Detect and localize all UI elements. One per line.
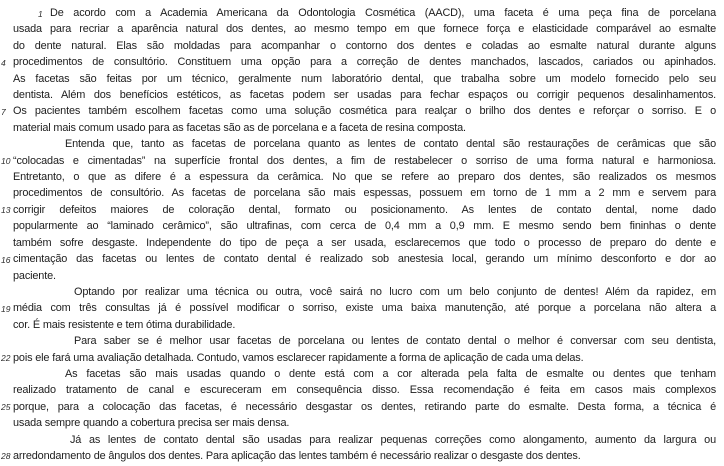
text-line: [13, 415, 716, 431]
line-number: 19: [1, 303, 11, 314]
line-text: paciente.: [13, 269, 56, 282]
line-text: material mais comum usado para as facetas são as de porcelana e a faceta de resina composta.: [13, 121, 466, 134]
text-line: [13, 218, 716, 234]
text-line: [13, 284, 716, 300]
text-line: [1, 448, 716, 464]
text-line: [13, 268, 716, 284]
text-line: [13, 136, 716, 152]
text-line: [13, 38, 716, 54]
text-line: [1, 251, 716, 267]
text-line: [13, 21, 716, 37]
line-text: média com três consultas já é possível modificar o sorriso, existe uma baixa manutenção, até porque a porcelana não altera a: [13, 302, 716, 315]
text-line: [13, 120, 716, 136]
line-number: 4: [1, 57, 6, 68]
text-line: [1, 54, 716, 70]
text-line: [13, 87, 716, 103]
text-line: [13, 366, 716, 382]
line-text: Entretanto, o que as difere é a espessura da cerâmica. No que se refere ao preparo dos dentes, são realizados os mesmos: [13, 171, 716, 184]
line-text: De acordo com a Academia Americana da Odontologia Cosmética (AACD), uma faceta é uma peça fina de porcelana: [50, 7, 716, 19]
text-line: [1, 399, 716, 415]
text-line: [13, 5, 716, 21]
line-text: pois ele fará uma avaliação detalhada. Contudo, vamos esclarecer rapidamente a forma de aplicação de cada uma delas.: [13, 351, 584, 364]
line-text: procedimentos de consultório. Constituem uma opção para a correção de dentes manchados, lascados, cariados ou apinhados.: [13, 56, 716, 69]
text-line: [13, 235, 716, 251]
line-text: As facetas são feitas por um técnico, geralmente num laboratório dental, que trabalha sobre um modelo fornecido pelo seu: [13, 72, 716, 85]
line-text: popularmente ao “laminado cerâmico”, são ultrafinas, com cerca de 0,4 mm a 0,9 mm. E mesmo sendo bem fininhas o dente: [13, 220, 716, 233]
line-text: corrigir defeitos maiores de coloração dental, formato ou posicionamento. As lentes de contato dental, nome dado: [13, 203, 716, 216]
line-number: 22: [1, 353, 11, 364]
line-text: “colocadas e cimentadas” na superfície frontal dos dentes, a fim de restabelecer o sorriso de uma forma natural e harmoniosa.: [13, 154, 716, 167]
line-text: do dente natural. Elas são moldadas para acompanhar o contorno dos dentes e coladas ao esmalte natural durante alguns: [13, 39, 716, 52]
line-text: Optando por realizar uma técnica ou outra, você sairá no lucro com um belo conjunto de dentes! Além da rapidez, em: [74, 285, 716, 298]
line-text: Os pacientes também escolhem facetas como uma solução cosmética para realçar o brilho dos dentes e reforçar o sorriso. E o: [13, 105, 716, 118]
text-line: [1, 103, 716, 119]
text-line: [1, 153, 716, 169]
line-number: 13: [1, 205, 11, 216]
line-text: As facetas são mais usadas quando o dente está com a cor alterada pela falta de esmalte ou dentes que tenham: [65, 367, 716, 380]
text-line: [13, 71, 716, 87]
line-text: dentista. Além dos benefícios estéticos, as facetas podem ser usadas para fechar espaços ou corrigir pequenos desalinhamentos.: [13, 89, 716, 102]
text-line: [13, 185, 716, 201]
line-number: 10: [1, 156, 11, 167]
line-text: Já as lentes de contato dental são usadas para realizar pequenas correções como alongamento, aumento da largura ou: [70, 433, 716, 446]
line-number: 25: [1, 402, 11, 413]
line-text: usada para recriar a aparência natural dos dentes, ao mesmo tempo em que fornece força e elasticidade comparável ao esmalte: [13, 23, 716, 36]
text-line: [1, 202, 716, 218]
line-text: usada sempre quando a cobertura precisa ser mais densa.: [13, 417, 290, 430]
line-text: porque, para a colocação das facetas, é necessário desgastar os dentes, retirando parte do esmalte. Desta forma, a técnica é: [13, 400, 716, 413]
line-text: Entenda que, tanto as facetas de porcelana quanto as lentes de contato dental são restaurações de cerâmicas que são: [65, 138, 716, 151]
line-text: também sofre desgaste. Independente do tipo de peça a ser usada, esclarecemos que todo o processo de preparo do dente e: [13, 236, 716, 249]
line-text: cor. É mais resistente e tem ótima durabilidade.: [13, 318, 236, 331]
line-number: 1: [38, 8, 43, 19]
text-line: [13, 382, 716, 398]
text-line: [13, 432, 716, 448]
line-number: 28: [1, 451, 11, 462]
line-number: 7: [1, 106, 6, 117]
line-text: cimentação das facetas ou lentes de contato dental é realizado sob anestesia local, gerando um mínimo desconforto e dor ao: [13, 253, 716, 266]
text-line: [1, 300, 716, 316]
line-text: realizado tratamento de canal e escureceram em consequência disso. Essa recomendação é feita em casos mais complexos: [13, 384, 716, 397]
text-line: [13, 317, 716, 333]
text-line: [13, 333, 716, 349]
text-line: [1, 350, 716, 366]
line-text: procedimentos de consultório. As facetas de porcelana são mais espessas, possuem em torno de 1 mm a 2 mm e servem para: [13, 187, 716, 200]
line-number: 16: [1, 254, 11, 265]
line-text: Para saber se é melhor usar facetas de porcelana ou lentes de contato dental o melhor é conversar com seu dentista,: [74, 335, 716, 348]
line-text: arredondamento de ângulos dos dentes. Para aplicação das lentes também é necessário realizar o desgaste dos dentes.: [13, 449, 581, 462]
text-line: [13, 169, 716, 185]
